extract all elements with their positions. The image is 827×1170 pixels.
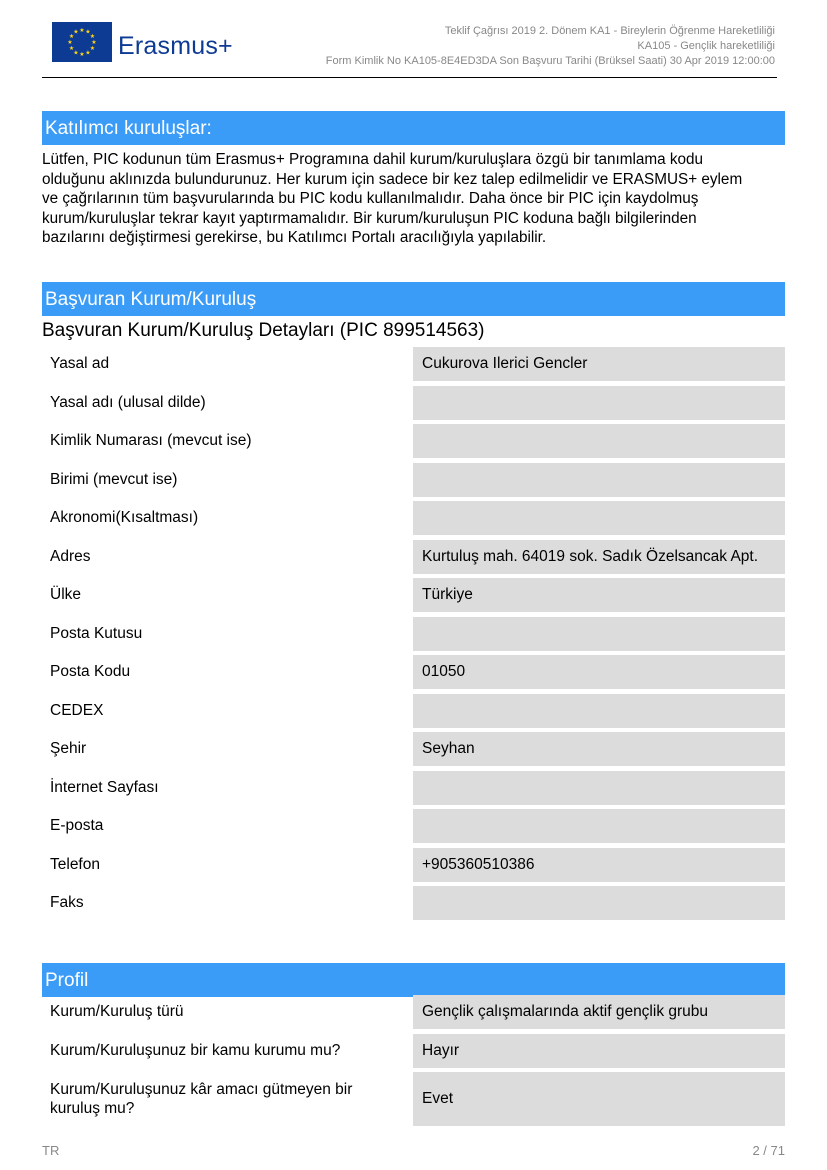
- intro-line: kurum/kuruluşlar tekrar kayıt yaptırmamalıdır. Bir kurum/kuruluşun PIC koduna bağlı bilgilerinden: [42, 209, 697, 227]
- field-label: Yasal adı (ulusal dilde): [50, 394, 206, 411]
- field-label: [50, 1080, 352, 1118]
- field-value: Evet: [413, 1072, 785, 1126]
- eu-flag-icon: [52, 22, 112, 62]
- svg-text:★: ★: [73, 28, 79, 36]
- svg-text:★: ★: [91, 39, 97, 46]
- intro-line: olduğunu aklınızda bulundurunuz. Her kurum için sadece bir kez talep edilmelidir ve ERASMUS+ eylem: [42, 170, 743, 188]
- field-value: [413, 424, 785, 458]
- section-title-profile: Profil: [42, 963, 785, 997]
- field-label: İnternet Sayfası: [50, 779, 159, 796]
- field-value: 01050: [413, 655, 785, 689]
- field-label-line: kuruluş mu?: [50, 1100, 135, 1117]
- field-label: Kurum/Kuruluşunuz bir kamu kurumu mu?: [50, 1042, 341, 1059]
- intro-paragraph: [42, 150, 787, 248]
- svg-text:★: ★: [89, 33, 96, 40]
- section-title-participants: Katılımcı kuruluşlar:: [42, 111, 785, 145]
- field-label: Kimlik Numarası (mevcut ise): [50, 432, 252, 449]
- field-label: Faks: [50, 894, 84, 911]
- field-value: +905360510386: [413, 848, 785, 882]
- field-value: [413, 694, 785, 728]
- field-value: [413, 617, 785, 651]
- call-info-line: Teklif Çağrısı 2019 2. Dönem KA1 - Bireylerin Öğrenme Hareketliliği: [444, 25, 775, 37]
- field-label: Akronomi(Kısaltması): [50, 509, 199, 526]
- field-label: Kurum/Kuruluş türü: [50, 1003, 184, 1020]
- field-value: [413, 501, 785, 535]
- call-info: [326, 24, 775, 69]
- field-row: [42, 809, 785, 843]
- field-value: Gençlik çalışmalarında aktif gençlik grubu: [413, 995, 785, 1029]
- field-value: Kurtuluş mah. 64019 sok. Sadık Özelsancak Apt.: [413, 540, 785, 574]
- field-row: [42, 771, 785, 805]
- section-title-applicant: Başvuran Kurum/Kuruluş: [42, 282, 785, 316]
- field-value: [413, 771, 785, 805]
- field-label: E-posta: [50, 817, 104, 834]
- field-label: Şehir: [50, 740, 87, 757]
- intro-line: Lütfen, PIC kodunun tüm Erasmus+ Programına dahil kurum/kuruluşlara özgü bir tanımlama kodu: [42, 151, 704, 168]
- intro-line: ve çağrılarının tüm başvurularında bu PIC kodu kullanılmalıdır. Daha önce bir PIC için kaydolmuş: [42, 190, 699, 207]
- call-info-line: KA105 - Gençlik hareketliliği: [637, 40, 775, 52]
- field-row: [42, 347, 785, 381]
- page-header: [42, 18, 777, 78]
- footer-language: TR: [42, 1143, 60, 1158]
- field-value: Seyhan: [413, 732, 785, 766]
- field-label: Adres: [50, 548, 91, 565]
- field-row: [42, 463, 785, 497]
- field-row: [42, 694, 785, 728]
- field-row: [42, 386, 785, 420]
- field-value: Türkiye: [413, 578, 785, 612]
- field-row: [42, 848, 785, 882]
- field-row: [42, 540, 785, 574]
- svg-text:★: ★: [79, 27, 85, 34]
- svg-text:★: ★: [67, 39, 73, 46]
- svg-text:★: ★: [85, 28, 91, 36]
- field-row: [42, 995, 785, 1029]
- field-row: [42, 501, 785, 535]
- field-label: CEDEX: [50, 702, 104, 719]
- svg-text:★: ★: [68, 45, 75, 52]
- field-value: Hayır: [413, 1034, 785, 1068]
- logo-text: Erasmus+: [118, 32, 233, 60]
- field-label: Telefon: [50, 856, 100, 873]
- svg-text:★: ★: [73, 49, 79, 57]
- field-row: [42, 1034, 785, 1068]
- field-row: [42, 886, 785, 920]
- field-label: Yasal ad: [50, 355, 110, 372]
- form-id-line: Form Kimlik No KA105-8E4ED3DA Son Başvuru Tarihi (Brüksel Saati) 30 Apr 2019 12:00:00: [325, 55, 775, 67]
- field-value: [413, 809, 785, 843]
- field-row: [42, 655, 785, 689]
- field-value: [413, 386, 785, 420]
- field-value: [413, 463, 785, 497]
- svg-text:★: ★: [89, 45, 96, 52]
- field-label: Birimi (mevcut ise): [50, 471, 178, 488]
- field-label-line: Kurum/Kuruluşunuz kâr amacı gütmeyen bir: [50, 1081, 353, 1098]
- field-row: [42, 424, 785, 458]
- page-number: 2 / 71: [752, 1143, 785, 1158]
- applicant-details-title: Başvuran Kurum/Kuruluş Detayları (PIC 899514563): [42, 320, 485, 341]
- field-row: [42, 1072, 785, 1126]
- field-label: Posta Kodu: [50, 663, 131, 680]
- erasmus-logo: [52, 22, 242, 66]
- field-row: [42, 617, 785, 651]
- svg-text:★: ★: [85, 49, 91, 57]
- field-row: [42, 732, 785, 766]
- svg-text:★: ★: [68, 33, 75, 40]
- field-value: [413, 886, 785, 920]
- field-row: [42, 578, 785, 612]
- svg-text:★: ★: [79, 51, 85, 58]
- intro-line: bazılarını değiştirmesi gerekirse, bu Katılımcı Portalı aracılığıyla yapılabilir.: [42, 229, 547, 246]
- field-label: Posta Kutusu: [50, 625, 143, 642]
- field-label: Ülke: [50, 586, 82, 603]
- field-value: Cukurova Ilerici Gencler: [413, 347, 785, 381]
